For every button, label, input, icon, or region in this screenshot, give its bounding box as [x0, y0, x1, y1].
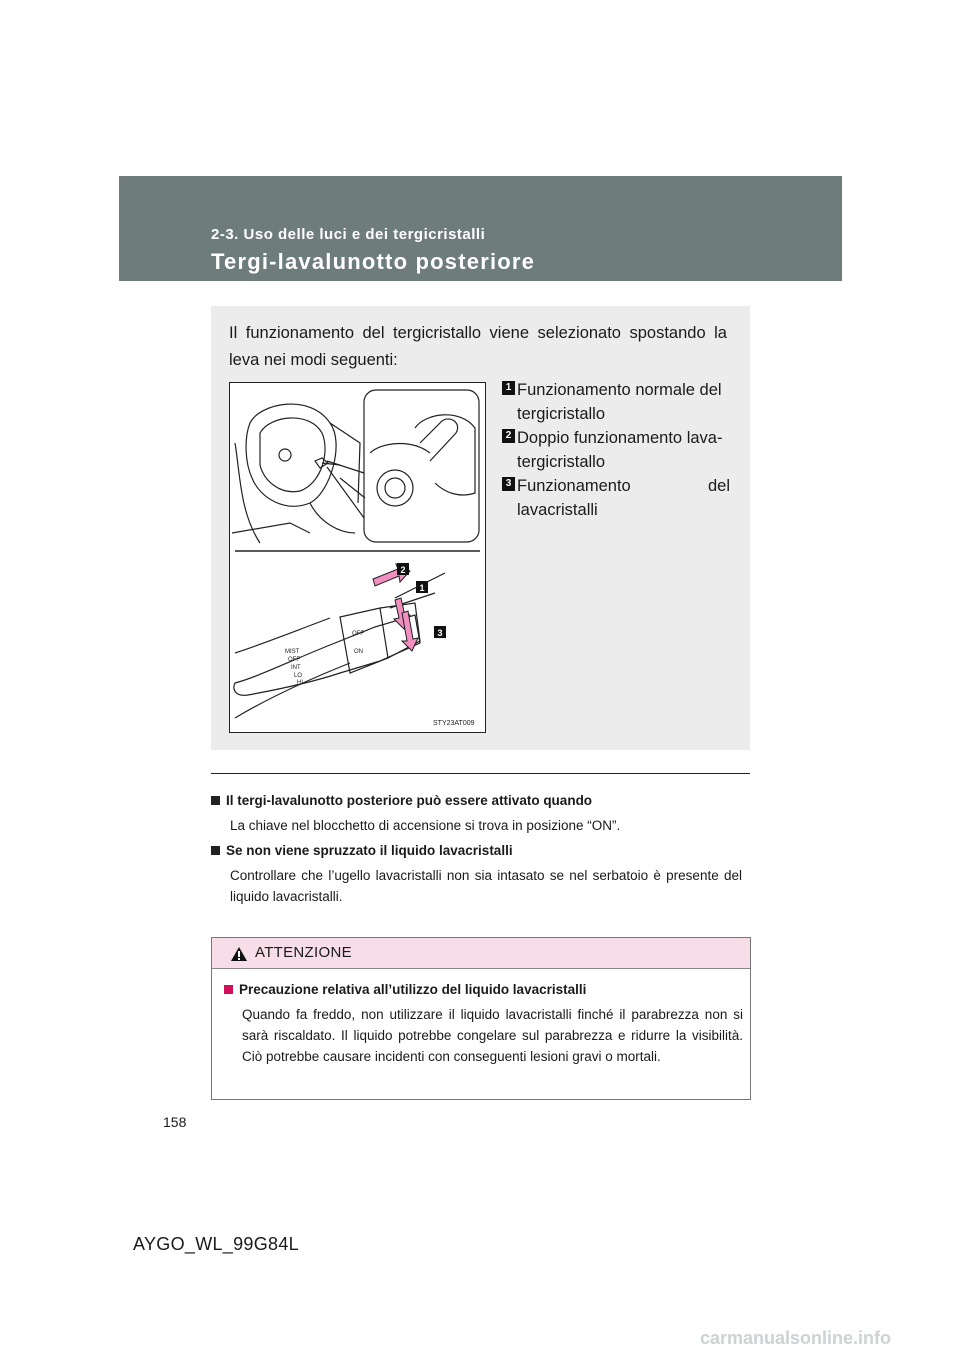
wiper-lever-illustration: [229, 382, 486, 733]
svg-text:1: 1: [419, 583, 425, 593]
page-number: 158: [163, 1114, 187, 1130]
note-heading-2: Se non viene spruzzato il liquido lavacristalli: [211, 843, 513, 858]
bullet-square-icon: [211, 846, 220, 855]
warning-triangle-icon: [230, 946, 248, 962]
document-code: AYGO_WL_99G84L: [133, 1234, 299, 1254]
section-header: [119, 176, 842, 281]
legend-text: Doppio funzionamento lava-tergicristallo: [517, 429, 723, 471]
bullet-square-icon: [211, 796, 220, 805]
legend-number: 1: [502, 381, 515, 395]
note-body-1: La chiave nel blocchetto di accensione si trova in posizione “ON”.: [230, 818, 621, 833]
callout-2: [397, 563, 409, 575]
legend-text: Funzionamento del lavacristalli: [517, 477, 730, 519]
watermark: carmanualsonline.info: [700, 1328, 892, 1348]
warning-box: [211, 937, 751, 1100]
switch-label-on: ON: [354, 649, 363, 655]
svg-text:2: 2: [400, 565, 406, 575]
intro-text: Il funzionamento del tergicristallo viene selezionato spostando la leva nei modi seguenti:: [229, 324, 727, 369]
legend-number: 3: [502, 477, 515, 491]
divider-line: [211, 773, 750, 774]
note-heading-1: Il tergi-lavalunotto posteriore può essere attivato quando: [211, 793, 592, 808]
section-subtitle: 2-3. Uso delle luci e dei tergicristalli: [211, 226, 486, 243]
legend-number: 2: [502, 429, 515, 443]
note-body-2: Controllare che l’ugello lavacristalli non sia intasato se nel serbatoio è presente del liquido lavacristalli.: [230, 868, 742, 904]
warning-body: Quando fa freddo, non utilizzare il liquido lavacristalli finché il parabrezza non si sarà riscaldato. Il liquido potrebbe congelare sul parabrezza e ridurre la visibilità. Ciò potrebbe causare incidenti con conseguenti lesioni gravi o mortali.: [242, 1007, 743, 1064]
figure-code: STY23AT009: [433, 720, 475, 727]
switch-label-lo: LO: [294, 673, 303, 679]
warning-header: [212, 938, 750, 969]
lever-drawing: [230, 383, 485, 732]
warning-heading: Precauzione relativa all’utilizzo del liquido lavacristalli: [224, 982, 586, 997]
callout-1: [416, 581, 428, 593]
switch-label-int: INT: [291, 665, 301, 671]
svg-text:3: 3: [437, 628, 443, 638]
page-title: Tergi-lavalunotto posteriore: [211, 249, 536, 274]
switch-label-hi: HI: [297, 680, 303, 686]
legend-text: Funzionamento normale del tergicristallo: [517, 381, 722, 423]
callout-3: [434, 626, 446, 638]
legend-item-2: [502, 426, 730, 474]
legend-item-1: [502, 378, 730, 426]
switch-label-mist: MIST: [285, 649, 300, 655]
switch-label-off: OFF: [288, 657, 300, 663]
bullet-square-icon: [224, 985, 233, 994]
switch-label-off2: OFF: [352, 631, 364, 637]
legend-item-3: [502, 474, 730, 522]
warning-label: ATTENZIONE: [255, 944, 352, 961]
